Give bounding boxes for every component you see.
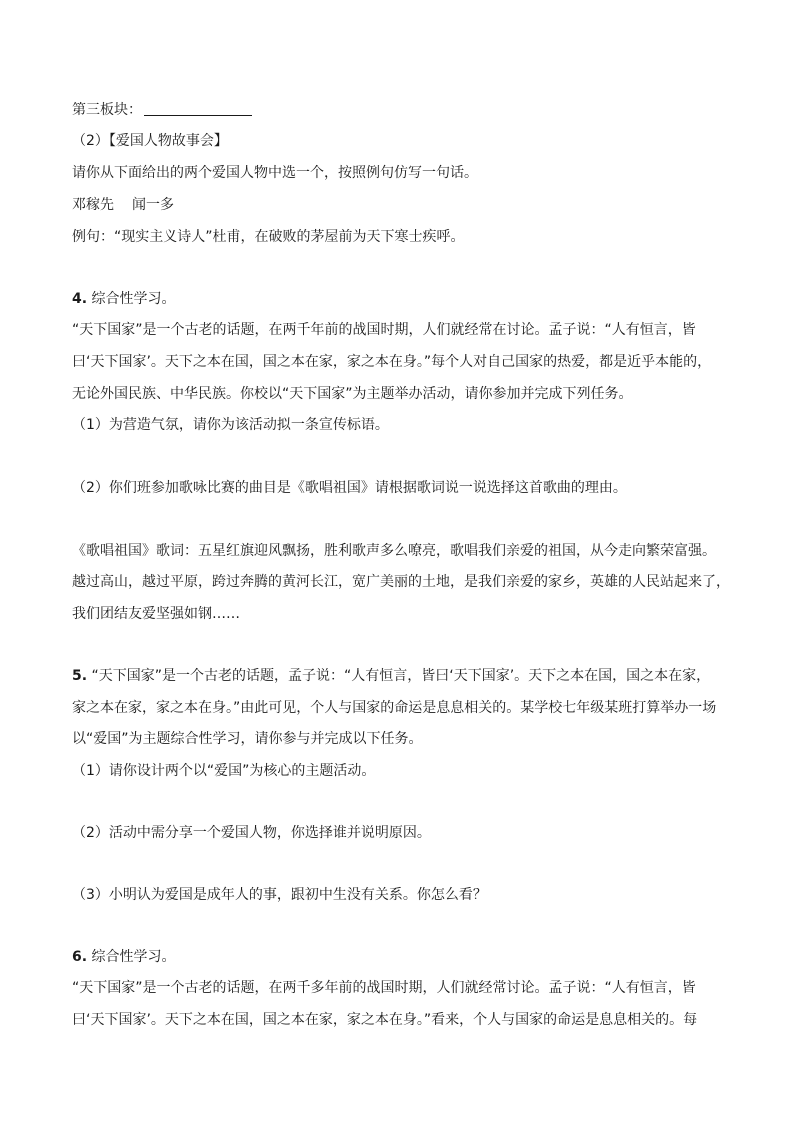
block3-label: 第三板块：: [72, 102, 142, 118]
block3-line: [72, 100, 252, 120]
lyrics-line-3: 我们团结友爱坚强如钢……: [72, 606, 240, 622]
q5-intro-line-2: 家之本在家，家之本在身。”由此可见，个人与国家的命运是息息相关的。某学校七年级某班打算举办一场: [72, 700, 717, 716]
question-number: 4.: [72, 291, 88, 307]
question-title: 综合性学习。: [91, 291, 176, 307]
person-option-b: 闻一多: [132, 197, 174, 213]
lyrics-line-1: 《歌唱祖国》歌词：五星红旗迎风飘扬，胜利歌声多么嘹亮，歌唱我们亲爱的祖国，从今走向繁荣富强。: [72, 543, 716, 559]
q4-intro-line-1: “天下国家”是一个古老的话题，在两千年前的战国时期，人们就经常在讨论。孟子说：“人有恒言，皆: [72, 322, 696, 338]
example-sentence: 例句：“现实主义诗人”杜甫，在破败的茅屋前为天下寒士疾呼。: [72, 229, 465, 245]
q5-intro-text: “天下国家”是一个古老的话题，孟子说：“人有恒言，皆曰‘天下国家’。天下之本在国，国之本在家，: [91, 668, 711, 684]
question-number: 5.: [72, 668, 88, 684]
person-options: [72, 195, 174, 215]
person-option-a: 邓稼先: [72, 197, 114, 213]
q6-intro-line-1: “天下国家”是一个古老的话题，在两千多年前的战国时期，人们就经常讨论。孟子说：“人有恒言，皆: [72, 980, 696, 996]
q4-sub1: （1）为营造气氛，请你为该活动拟一条宣传标语。: [72, 417, 389, 433]
q5-intro-line-1: [72, 666, 710, 686]
answer-blank[interactable]: [144, 101, 252, 116]
q3-sub2-instruction: 请你从下面给出的两个爱国人物中选一个，按照例句仿写一句话。: [72, 165, 478, 181]
q4-intro-line-2: 曰‘天下国家’。天下之本在国，国之本在家，家之本在身。”每个人对自己国家的热爱，都是近乎本能的，: [72, 354, 712, 370]
q4-intro-line-3: 无论外国民族、中华民族。你校以“天下国家”为主题举办活动，请你参加并完成下列任务。: [72, 386, 633, 402]
lyrics-line-2: 越过高山，越过平原，跨过奔腾的黄河长江，宽广美丽的土地，是我们亲爱的家乡，英雄的人民站起来了，: [72, 574, 730, 590]
q5-sub1: （1）请你设计两个以“爱国”为核心的主题活动。: [72, 763, 376, 779]
q3-sub2-title: （2）【爱国人物故事会】: [72, 133, 228, 149]
q4-sub2: （2）你们班参加歌咏比赛的曲目是《歌唱祖国》请根据歌词说一说选择这首歌曲的理由。: [72, 480, 627, 496]
q4-heading: [72, 289, 176, 309]
q5-intro-line-3: 以“爱国”为主题综合性学习，请你参与并完成以下任务。: [72, 731, 423, 747]
question-number: 6.: [72, 949, 88, 965]
q5-sub2: （2）活动中需分享一个爱国人物，你选择谁并说明原因。: [72, 825, 431, 841]
q5-sub3: （3）小明认为爱国是成年人的事，跟初中生没有关系。你怎么看？: [72, 887, 487, 903]
question-title: 综合性学习。: [91, 949, 176, 965]
q6-intro-line-2: 曰‘天下国家’。天下之本在国，国之本在家，家之本在身。”看来，个人与国家的命运是息息相关的。每: [72, 1012, 698, 1028]
q6-heading: [72, 947, 176, 967]
